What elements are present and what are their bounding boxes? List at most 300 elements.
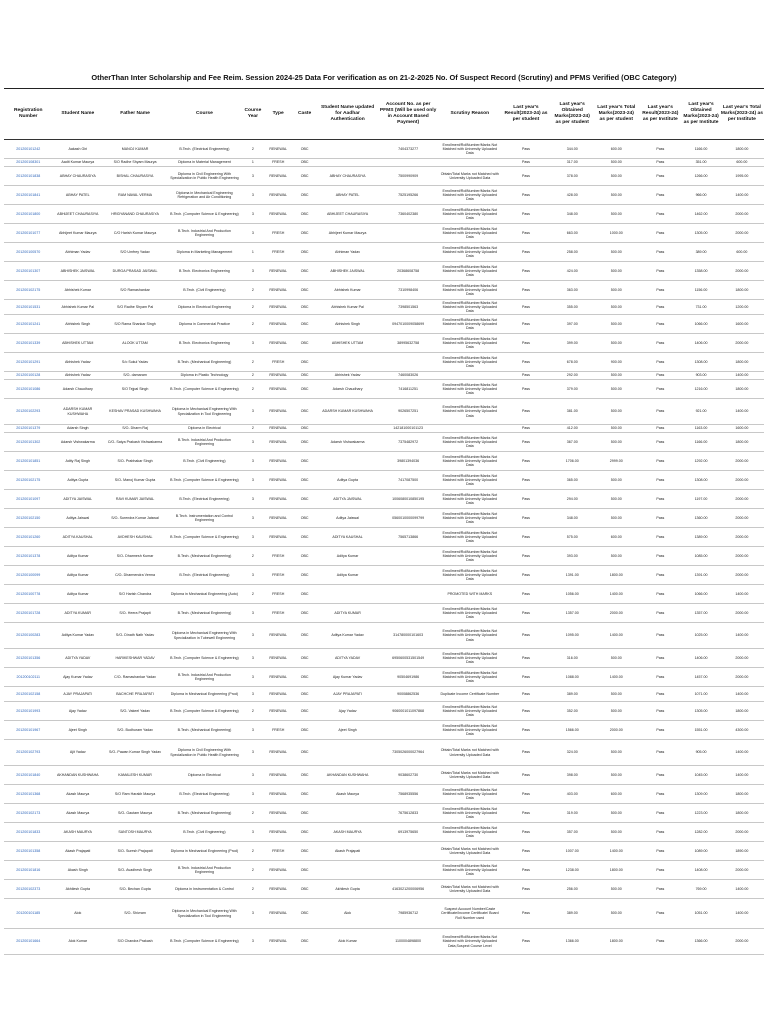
cell-caste: OBC — [293, 334, 317, 353]
cell-total: 500.00 — [594, 509, 638, 528]
cell-obtained: 256.00 — [550, 880, 594, 899]
cell-course: Diploma in Mechanical Engineering With Specialization in Tool Engineering — [167, 399, 242, 425]
cell-reg: 201200101851 — [4, 452, 52, 471]
table-row — [4, 528, 764, 547]
cell-student: Aakash Giri — [52, 140, 103, 159]
cell-father: S/O Harish Chandra — [103, 585, 167, 604]
cell-account — [378, 861, 437, 880]
cell-total: 500.00 — [594, 186, 638, 205]
cell-scrutiny: Enrollment/RollNumber/Marks Not Matched with University Uploaded Data,Suspect Course Level — [438, 929, 502, 955]
cell-scrutiny: Obtain/Total Marks not Matched with University Uploaded Data — [438, 766, 502, 785]
cell-course: Diploma in Civil Engineering With Specialization in Public Health Engineering — [167, 167, 242, 186]
cell-total-inst: 1400.00 — [720, 623, 764, 649]
cell-account: 38995632758 — [378, 334, 437, 353]
cell-type: FRESH — [264, 224, 293, 243]
cell-total-inst: 1400.00 — [720, 372, 764, 380]
cell-total-inst: 2000.00 — [720, 471, 764, 490]
cell-reg: 201200101664 — [4, 929, 52, 955]
cell-father: KESHAV PRASAD KUSHWAHA — [103, 399, 167, 425]
cell-total: 500.00 — [594, 262, 638, 281]
cell-scrutiny: Enrollment/RollNumber/Marks Not Matched with University Uploaded Data — [438, 623, 502, 649]
cell-student: Akash Maurya — [52, 785, 103, 804]
cell-year: 3 — [242, 687, 264, 702]
cell-account: 20368608758 — [378, 262, 437, 281]
cell-student: Ajeet Singh — [52, 721, 103, 740]
cell-caste: OBC — [293, 433, 317, 452]
cell-caste: OBC — [293, 585, 317, 604]
cell-obtained: 292.00 — [550, 372, 594, 380]
cell-scrutiny: Obtain/Total Marks not Matched with University Uploaded Data — [438, 167, 502, 186]
cell-result-inst: Pass — [638, 687, 682, 702]
cell-reg: 201200102175 — [4, 281, 52, 300]
column-header-caste: Caste — [293, 89, 317, 140]
cell-total: 600.00 — [594, 140, 638, 159]
column-header-type: Type — [264, 89, 293, 140]
column-header-total: Last year's Total Marks(2023-24) as per student — [594, 89, 638, 140]
cell-course: B.Tech. Industrial And Production Engineering — [167, 861, 242, 880]
cell-type: RENEWAL — [264, 823, 293, 842]
cell-result-inst: Pass — [638, 140, 682, 159]
cell-course: B.Tech. (Civil Engineering) — [167, 452, 242, 471]
cell-type: RENEWAL — [264, 334, 293, 353]
cell-last-result: Pass — [502, 668, 550, 687]
cell-course: B.Tech. (Mechanical Engineering) — [167, 604, 242, 623]
cell-father: BACHCHE PRAJAPATI — [103, 687, 167, 702]
cell-scrutiny: Enrollment/RollNumber/Marks Not Matched with University Uploaded Data — [438, 547, 502, 566]
cell-last-result: Pass — [502, 547, 550, 566]
cell-account: 7985936712 — [378, 899, 437, 929]
cell-result-inst: Pass — [638, 899, 682, 929]
cell-type: RENEWAL — [264, 649, 293, 668]
cell-student: Ajit Yadav — [52, 740, 103, 766]
cell-student: Akhilesh Gupta — [52, 880, 103, 899]
table-row — [4, 353, 764, 372]
cell-total-inst: 2000.00 — [720, 528, 764, 547]
cell-aadhar: Alok — [317, 899, 379, 929]
cell-father: S/O- Shivram — [103, 899, 167, 929]
cell-obtained-inst: 1071.00 — [682, 687, 719, 702]
cell-course: Diploma in Marketing Management — [167, 243, 242, 262]
cell-aadhar: Aditya Kumar — [317, 566, 379, 585]
cell-obtained-inst: 1216.00 — [682, 380, 719, 399]
cell-student: Abhishek Yadav — [52, 353, 103, 372]
cell-total: 1400.00 — [594, 623, 638, 649]
cell-total-inst: 2000.00 — [720, 490, 764, 509]
cell-result-inst: Pass — [638, 528, 682, 547]
cell-total: 500.00 — [594, 547, 638, 566]
cell-total: 500.00 — [594, 880, 638, 899]
cell-aadhar: Adarsh Chaudhary — [317, 380, 379, 399]
cell-obtained-inst: 1282.00 — [682, 823, 719, 842]
cell-scrutiny: Enrollment/RollNumber/Marks Not Matched with University Uploaded Data — [438, 566, 502, 585]
cell-last-result: Pass — [502, 380, 550, 399]
cell-last-result: Pass — [502, 929, 550, 955]
cell-scrutiny: Enrollment/RollNumber/Marks Not Matched with University Uploaded Data — [438, 300, 502, 315]
cell-total: 500.00 — [594, 425, 638, 433]
cell-student: Alok Kumar — [52, 929, 103, 955]
cell-course: B.Tech. (Civil Engineering) — [167, 823, 242, 842]
cell-student: Abhiman Yadav — [52, 243, 103, 262]
cell-aadhar: Ajeet Singh — [317, 721, 379, 740]
cell-total: 500.00 — [594, 740, 638, 766]
cell-last-result: Pass — [502, 315, 550, 334]
cell-caste: OBC — [293, 399, 317, 425]
cell-reg: 201200102793 — [4, 740, 52, 766]
cell-total-inst: 2000.00 — [720, 509, 764, 528]
cell-total: 500.00 — [594, 159, 638, 167]
cell-result-inst: Pass — [638, 315, 682, 334]
cell-year: 2 — [242, 380, 264, 399]
cell-scrutiny: Obtain/Total Marks not Matched with University Uploaded Data — [438, 880, 502, 899]
cell-aadhar: Abhishek Kumar — [317, 281, 379, 300]
cell-total-inst: 1800.00 — [720, 785, 764, 804]
cell-course: Diploma in Mechanical Engineering Refrigeration and Air Conditioning — [167, 186, 242, 205]
cell-total: 500.00 — [594, 205, 638, 224]
cell-aadhar: Aditya Jaiswal — [317, 509, 379, 528]
cell-father: S/O- Budhuram Yadav — [103, 721, 167, 740]
cell-course: B.Tech. (Mechanical Engineering) — [167, 353, 242, 372]
cell-father: S/O- Vakeel Yadav — [103, 702, 167, 721]
cell-father: DURGA PRASAD JAISWAL — [103, 262, 167, 281]
cell-total: 500.00 — [594, 315, 638, 334]
cell-result-inst: Pass — [638, 205, 682, 224]
cell-type: RENEWAL — [264, 861, 293, 880]
cell-result-inst: Pass — [638, 243, 682, 262]
cell-caste: OBC — [293, 604, 317, 623]
cell-last-result: Pass — [502, 262, 550, 281]
cell-result-inst: Pass — [638, 702, 682, 721]
cell-obtained-inst: 1166.00 — [682, 140, 719, 159]
cell-total-inst: 600.00 — [720, 159, 764, 167]
cell-father: S/O- Gautam Maurya — [103, 804, 167, 823]
cell-result-inst: Pass — [638, 766, 682, 785]
cell-result-inst: Pass — [638, 785, 682, 804]
cell-year: 1 — [242, 159, 264, 167]
cell-year: 2 — [242, 300, 264, 315]
cell-account — [378, 566, 437, 585]
cell-last-result: Pass — [502, 224, 550, 243]
table-row — [4, 380, 764, 399]
cell-father: S/O Tejpal Singh — [103, 380, 167, 399]
cell-obtained-inst: 905.00 — [682, 740, 719, 766]
cell-obtained-inst: 1045.00 — [682, 766, 719, 785]
cell-total-inst: 2000.00 — [720, 547, 764, 566]
cell-year: 3 — [242, 262, 264, 281]
cell-reg: 201200101531 — [4, 300, 52, 315]
cell-reg: 201200108301 — [4, 159, 52, 167]
cell-year: 3 — [242, 623, 264, 649]
cell-total: 500.00 — [594, 702, 638, 721]
cell-reg: 201200102150 — [4, 509, 52, 528]
cell-obtained: 317.00 — [550, 159, 594, 167]
cell-reg: 201200101841 — [4, 186, 52, 205]
table-row — [4, 399, 764, 425]
cell-total: 2000.00 — [594, 604, 638, 623]
cell-obtained-inst: 903.00 — [682, 372, 719, 380]
cell-type: RENEWAL — [264, 372, 293, 380]
cell-caste: OBC — [293, 842, 317, 861]
table-row — [4, 702, 764, 721]
cell-student: AKHANDAN KUSHWAHA — [52, 766, 103, 785]
cell-reg: 201200101077 — [4, 224, 52, 243]
table-row — [4, 490, 764, 509]
cell-total: 500.00 — [594, 823, 638, 842]
cell-result-inst: Pass — [638, 585, 682, 604]
cell-reg: 201200100570 — [4, 243, 52, 262]
cell-result-inst: Pass — [638, 186, 682, 205]
cell-aadhar — [317, 159, 379, 167]
cell-result-inst: Pass — [638, 399, 682, 425]
cell-student: ABHAY CHAURASIYA — [52, 167, 103, 186]
cell-aadhar: Akhilesh Gupta — [317, 880, 379, 899]
cell-total: 600.00 — [594, 785, 638, 804]
table-row — [4, 300, 764, 315]
cell-scrutiny: Enrollment/RollNumber/Marks Not Matched with University Uploaded Data — [438, 140, 502, 159]
table-row — [4, 861, 764, 880]
cell-student: Abhishek Yadav — [52, 372, 103, 380]
cell-course: B.Tech. (Computer Science & Engineering) — [167, 205, 242, 224]
cell-year: 3 — [242, 929, 264, 955]
cell-aadhar: ABHISHEK JAISWAL — [317, 262, 379, 281]
cell-student: ADITYA JAISWAL — [52, 490, 103, 509]
cell-account: 1006080010850195 — [378, 490, 437, 509]
cell-caste: OBC — [293, 140, 317, 159]
cell-year: 2 — [242, 861, 264, 880]
cell-aadhar: Aditya Kumar Yadav — [317, 623, 379, 649]
cell-total-inst: 600.00 — [720, 243, 764, 262]
column-header-last-result: Last year's Result(2023-24) as per student — [502, 89, 550, 140]
cell-caste: OBC — [293, 861, 317, 880]
cell-father: C/O Harish Kumar Maurya — [103, 224, 167, 243]
cell-last-result: Pass — [502, 649, 550, 668]
column-header-course: Course — [167, 89, 242, 140]
cell-obtained-inst: 1197.00 — [682, 490, 719, 509]
cell-obtained-inst: 1292.00 — [682, 452, 719, 471]
table-row — [4, 159, 764, 167]
cell-total-inst: 1400.00 — [720, 880, 764, 899]
cell-last-result: Pass — [502, 281, 550, 300]
cell-last-result: Pass — [502, 823, 550, 842]
cell-reg: 201200101838 — [4, 167, 52, 186]
cell-scrutiny: Suspect Account Number/Caste Certificate/Income Certificate/ Board Roll Number used — [438, 899, 502, 929]
cell-last-result: Pass — [502, 585, 550, 604]
cell-course: B.Tech. Electronics Engineering — [167, 262, 242, 281]
cell-scrutiny: Enrollment/RollNumber/Marks Not Matched with University Uploaded Data — [438, 205, 502, 224]
cell-student: Ajay Yadav — [52, 702, 103, 721]
cell-caste: OBC — [293, 880, 317, 899]
cell-total: 500.00 — [594, 766, 638, 785]
cell-father: RAVI KUMAR JAISWAL — [103, 490, 167, 509]
cell-father: ALOOK UTTAM — [103, 334, 167, 353]
cell-total-inst: 1400.00 — [720, 585, 764, 604]
cell-aadhar — [317, 585, 379, 604]
cell-account: 7460083026 — [378, 372, 437, 380]
cell-type: RENEWAL — [264, 687, 293, 702]
cell-obtained: 367.00 — [550, 433, 594, 452]
cell-father: S/O- Prabhakar Singh — [103, 452, 167, 471]
cell-scrutiny: Enrollment/RollNumber/Marks Not Matched with University Uploaded Data — [438, 243, 502, 262]
cell-year: 3 — [242, 433, 264, 452]
cell-result-inst: Pass — [638, 490, 682, 509]
cell-scrutiny: Enrollment/RollNumber/Marks Not Matched with University Uploaded Data — [438, 861, 502, 880]
cell-account: 7417087500 — [378, 471, 437, 490]
table-row — [4, 585, 764, 604]
cell-student: ADITYA KUMAR — [52, 604, 103, 623]
cell-total-inst: 2000.00 — [720, 262, 764, 281]
cell-account — [378, 721, 437, 740]
cell-last-result: Pass — [502, 471, 550, 490]
cell-aadhar: Ajay Yadav — [317, 702, 379, 721]
cell-last-result: Pass — [502, 452, 550, 471]
cell-total: 500.00 — [594, 300, 638, 315]
cell-reg: 201200102173 — [4, 804, 52, 823]
cell-aadhar — [317, 140, 379, 159]
cell-caste: OBC — [293, 380, 317, 399]
cell-aadhar: Akash Maurya — [317, 785, 379, 804]
cell-reg: 201200101800 — [4, 205, 52, 224]
cell-caste: OBC — [293, 425, 317, 433]
table-row — [4, 687, 764, 702]
cell-obtained: 399.00 — [550, 334, 594, 353]
cell-scrutiny: Enrollment/RollNumber/Marks Not Matched with University Uploaded Data — [438, 721, 502, 740]
cell-obtained: 1391.00 — [550, 566, 594, 585]
cell-obtained: 678.00 — [550, 353, 594, 372]
cell-student: Adarsh Vishwakarma — [52, 433, 103, 452]
cell-last-result: Pass — [502, 804, 550, 823]
cell-aadhar: Abhiman Yadav — [317, 243, 379, 262]
cell-scrutiny: Obtain/Total Marks not Matched with University Uploaded Data — [438, 842, 502, 861]
cell-father: HRIDYANAND CHAURASIYA — [103, 205, 167, 224]
cell-course: B.Tech. (Computer Science & Engineering) — [167, 702, 242, 721]
cell-account: 6950600531501549 — [378, 649, 437, 668]
cell-type: RENEWAL — [264, 471, 293, 490]
cell-account: 1100004898800 — [378, 929, 437, 955]
cell-aadhar: ADITYA YADAV — [317, 649, 379, 668]
cell-last-result: Pass — [502, 205, 550, 224]
cell-caste: OBC — [293, 687, 317, 702]
cell-last-result: Pass — [502, 490, 550, 509]
cell-reg: 201200101358 — [4, 842, 52, 861]
cell-year: 3 — [242, 604, 264, 623]
cell-father: HARIKESHWAR YADAV — [103, 649, 167, 668]
cell-last-result: Pass — [502, 566, 550, 585]
cell-reg: 201200101379 — [4, 425, 52, 433]
cell-total: 500.00 — [594, 687, 638, 702]
cell-total: 500.00 — [594, 281, 638, 300]
cell-father: RAM NAVAL VERMA — [103, 186, 167, 205]
cell-caste: OBC — [293, 929, 317, 955]
cell-type: RENEWAL — [264, 262, 293, 281]
cell-course: B.Tech. (Electrical Engineering) — [167, 490, 242, 509]
cell-caste: OBC — [293, 721, 317, 740]
cell-course: B.Tech. Industrial And Production Engineering — [167, 224, 242, 243]
cell-type: FRESH — [264, 566, 293, 585]
cell-obtained-inst: 966.00 — [682, 186, 719, 205]
cell-total-inst: 2000.00 — [720, 224, 764, 243]
cell-reg: 201200101086 — [4, 380, 52, 399]
cell-obtained: 389.00 — [550, 899, 594, 929]
cell-father: AVDHESH KAUSHAL — [103, 528, 167, 547]
cell-caste: OBC — [293, 471, 317, 490]
cell-year: 3 — [242, 509, 264, 528]
cell-result-inst: Pass — [638, 668, 682, 687]
table-row — [4, 804, 764, 823]
cell-obtained: 1007.00 — [550, 842, 594, 861]
cell-obtained-inst: 1462.00 — [682, 205, 719, 224]
cell-obtained-inst: 1085.00 — [682, 547, 719, 566]
cell-course: Diploma in Civil Engineering With Specialization in Public Health Engineering — [167, 740, 242, 766]
cell-course: B.Tech. (Mechanical Engineering) — [167, 804, 242, 823]
cell-account: 7398501563 — [378, 300, 437, 315]
cell-last-result: Pass — [502, 785, 550, 804]
cell-scrutiny: Enrollment/RollNumber/Marks Not Matched with University Uploaded Data — [438, 509, 502, 528]
cell-total-inst: 1800.00 — [720, 140, 764, 159]
cell-year: 2 — [242, 842, 264, 861]
cell-obtained-inst: 1457.00 — [682, 668, 719, 687]
cell-caste: OBC — [293, 452, 317, 471]
cell-obtained-inst: 351.00 — [682, 159, 719, 167]
cell-year: 3 — [242, 740, 264, 766]
cell-scrutiny: Enrollment/RollNumber/Marks Not Matched with University Uploaded Data — [438, 668, 502, 687]
cell-obtained: 348.00 — [550, 205, 594, 224]
cell-obtained-inst: 389.00 — [682, 243, 719, 262]
cell-total-inst: 1400.00 — [720, 687, 764, 702]
cell-student: Adarsh Singh — [52, 425, 103, 433]
cell-student: Abhishek Singh — [52, 315, 103, 334]
cell-reg: 201200100128 — [4, 372, 52, 380]
cell-course: Diploma in Electrical Engineering — [167, 300, 242, 315]
cell-aadhar: ADITYA KAUSHAL — [317, 528, 379, 547]
cell-course: B.Tech. (Mechanical Engineering) — [167, 721, 242, 740]
cell-result-inst: Pass — [638, 880, 682, 899]
cell-scrutiny: Enrollment/RollNumber/Marks Not Matched with University Uploaded Data — [438, 281, 502, 300]
cell-total: 500.00 — [594, 334, 638, 353]
cell-total: 900.00 — [594, 353, 638, 372]
cell-type: RENEWAL — [264, 399, 293, 425]
cell-scrutiny: Enrollment/RollNumber/Marks Not Matched with University Uploaded Data — [438, 702, 502, 721]
cell-obtained-inst: 1305.00 — [682, 224, 719, 243]
cell-total-inst: 2000.00 — [720, 929, 764, 955]
cell-account: 7310998406 — [378, 281, 437, 300]
cell-total: 500.00 — [594, 243, 638, 262]
cell-obtained-inst: 1223.00 — [682, 804, 719, 823]
cell-result-inst: Pass — [638, 804, 682, 823]
cell-last-result: Pass — [502, 766, 550, 785]
cell-caste: OBC — [293, 186, 317, 205]
cell-aadhar — [317, 353, 379, 372]
cell-result-inst: Pass — [638, 433, 682, 452]
cell-father: S/O Umfrey Yadav — [103, 243, 167, 262]
cell-total-inst: 1995.00 — [720, 167, 764, 186]
cell-total: 500.00 — [594, 899, 638, 929]
cell-caste: OBC — [293, 262, 317, 281]
cell-course: B.Tech. Industrial And Production Engineering — [167, 668, 242, 687]
cell-reg: 201200102175 — [4, 471, 52, 490]
cell-father: S/O- Bechan Gupta — [103, 880, 167, 899]
cell-aadhar — [317, 425, 379, 433]
table-row — [4, 452, 764, 471]
cell-account — [378, 353, 437, 372]
cell-type: RENEWAL — [264, 880, 293, 899]
cell-year: 3 — [242, 649, 264, 668]
cell-father: S/O- Pawan Kumar Singh Yadav — [103, 740, 167, 766]
cell-type: FRESH — [264, 243, 293, 262]
cell-aadhar: Adarsh Vishwakarma — [317, 433, 379, 452]
cell-scrutiny: Enrollment/RollNumber/Marks Not Matched with University Uploaded Data — [438, 804, 502, 823]
cell-caste: OBC — [293, 528, 317, 547]
cell-year: 3 — [242, 490, 264, 509]
cell-total: 500.00 — [594, 372, 638, 380]
